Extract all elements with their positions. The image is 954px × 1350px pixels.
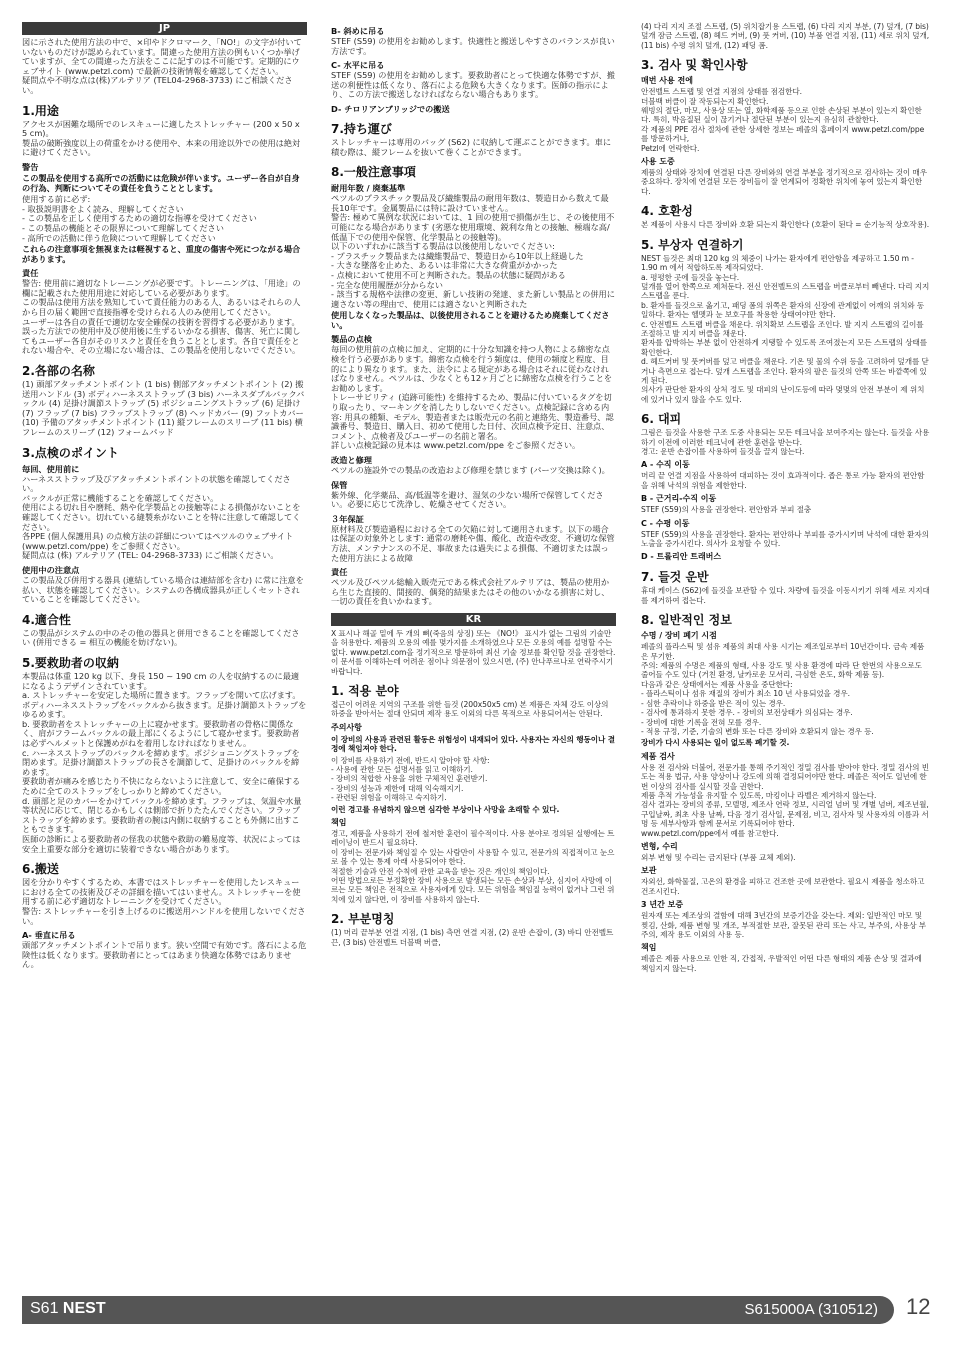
paragraph: STEF (S59) の使用をお勧めします。要救助者にとって快適な体勢ですが、搬送の利便性は低くなり、落石による危険も大きくなります。医師の指示により、この方法で搬送しなければならない場合もあります。 bbox=[331, 70, 615, 100]
subheading: 耐用年数 / 廃棄基準 bbox=[331, 183, 406, 194]
paragraph: ストレッチャーは専用のバッグ (S62) に収納して運ぶことができます。車に積む際は、縦フレームを抜いて巻くことができます。 bbox=[331, 136, 612, 157]
paragraph: 이 장비를 사용하기 전에, 반드시 알아야 할 사항: - 사용에 관한 모든 설명서를 읽고 이해하기. - 장비의 적합한 사용을 위한 구체적인 훈련받기. - 장비의 성능과 제한에 대해 익숙해지기. - 관련된 위험을 이해하고 숙지하기. bbox=[331, 755, 490, 803]
paragraph: 図を分かりやすくするため、本書ではストレッチャーを使用したレスキューにおける全ての技術及びその詳細を描いてはいません。ストレッチャーを使用する前に必ず適切なトレーニングを受けてください。 警告: ストレッチャーを引き上げるのに搬送用ハンドルを使用しないでください。 bbox=[22, 877, 306, 926]
subheading: 책임 bbox=[331, 818, 347, 828]
paragraph: 페졸의 플라스틱 및 섬유 제품의 최대 사용 시기는 제조일로부터 10년간이다. 금속 제품은 무기한. 주의: 제품의 수명은 제품의 형태, 사용 강도 및 사용 환경에 따라 단 한번의 사용으로도 줄어들 수도 있다 (거친 환경, 날카로운 모서리, 극심한 온도, 화학 제품 등). 다음과 같은 상태에서는 제품 사용을 중단한다: - 플라스틱이나 섬유 재질의 장비가 최소 10 년 사용되었을 경우. - 심한 추락이나 하중을 받은 적이 있는 경우. - 검사에 통과하지 못한 경우. - 장비의 보전상태가 의심되는 경우. - 장비에 대한 기록을 전혀 모를 경우. - 적용 규정, 기준, 기술의 변화 또는 다른 장비와 호환되지 않는 경우 등. bbox=[641, 642, 925, 736]
subheading: 사용 도중 bbox=[641, 157, 675, 167]
subheading: ３年保証 bbox=[331, 513, 364, 524]
jp-language-tag: JP bbox=[22, 22, 307, 35]
section-heading: 8.一般注意事項 bbox=[331, 165, 416, 180]
paragraph: 원자재 또는 제조상의 결함에 대해 3년간의 보증기간을 갖는다. 제외: 일반적인 마모 및 찢김, 산화, 제품 변형 및 개조, 부적절한 보관, 잘못된 관리 또는 사고, 부주의, 사용상 부주의, 제작 용도 이외의 사용 등. bbox=[641, 911, 927, 939]
warning-text: 이 장비의 사용과 관련된 활동은 위험성이 내재되어 있다. 사용자는 자신의 행동이나 결정에 책임져야 한다. bbox=[331, 734, 616, 754]
subheading: A - 수직 이동 bbox=[641, 460, 690, 470]
paragraph: 경고, 제품을 사용하기 전에 철저한 훈련이 필수적이다. 사용 분야로 정의된 실행에는 트레이닝이 반드시 필요하다. 이 장비는 전문가와 책임질 수 있는 사람만이 사용할 수 있고, 전문가의 직접적이고 눈으로 볼 수 있는 통제 아래 사용되어야 한다. 적절한 기술과 안전 수칙에 관한 교육을 받는 것은 개인의 책임이다. 어떤 방법으로든 부정확한 장비 사용으로 발생되는 모든 손상과 부상, 심지어 사망에 이르는 모든 책임은 전적으로 사용자에게 있다. 모든 위험을 책임질 능력이 없거나 그런 위치에 있지 않다면, 이 장비를 사용하지 않는다. bbox=[331, 829, 615, 904]
subheading: B - 근거리-수직 이동 bbox=[641, 494, 717, 504]
column-1 bbox=[22, 22, 307, 1292]
footer-bar bbox=[22, 1296, 894, 1324]
paragraph: アクセスが困難な場所でのレスキューに適したストレッチャー (200 x 50 x 5 cm)。 製品の破断強度以上の荷重をかける使用や、本来の用途以外での使用は絶対に避けてください。 bbox=[22, 118, 301, 158]
paragraph: この製品がシステムの中のその他の器具と併用できることを確認してください (併用できる = 相互の機能を妨げない)。 bbox=[22, 627, 300, 648]
subheading: D- チロリアンブリッジでの搬送 bbox=[331, 103, 450, 114]
paragraph: 사용 전 검사와 더불어, 전문가를 통해 주기적인 정밀 검사를 받아야 한다. 정밀 검사의 빈도는 적용 법규, 사용 양상이나 강도에 의해 결정되어야만 한다. 페졸은 적어도 일년에 한번 이상의 검사를 실시할 것을 권한다. 제품 추적 가능성을 유지할 수 있도록, 마킹이나 라벨은 제거하지 않는다. 검사 결과는 장비의 종류, 모델명, 제조사 연락 정보, 시리얼 넘버 및 개별 넘버, 제조년월, 구입날짜, 최초 사용 날짜, 다음 정기 검사일, 문제점, 비고, 검사자 및 사용자의 이름과 서명 등 세부사항과 함께 문서로 기록되어야 한다. www.petzl.com/ppe에서 예를 참고한다. bbox=[641, 762, 929, 838]
paragraph: ペツルのプラスチック製品及び繊維製品の耐用年数は、製造日から数えて最長10年です。金属製品には特に設けていません。 警告: 極めて異例な状況においては、1 回の使用で損傷が生じ、その後使用不可能になる場合があります (劣悪な使用環境、鋭利な角との接触、極端な高/低温下での使用や保管、化学製品との接触等)。 以下のいずれかに該当する製品は以後使用しないでください: - プラスチック製品または繊維製品で、製造日から10年以上経過した - 大きな墜落を止めた、あるいは非常に大きな荷重がかかった - 点検において使用不可と判断された。製品の状態に疑問がある - 完全な使用履歴が分からない - 該当する規格や法律の変更、新しい技術の発達、また新しい製品との併用に適さない等の理由で、使用には適さないと判断された bbox=[331, 193, 615, 309]
paragraph: 그림은 들것을 사용한 구조 도중 사용되는 모든 테크닉을 보여주지는 않는다. 들것을 사용하기 이전에 이러한 테크닉에 관한 훈련을 받는다. 경고: 운반 손잡이를 사용하여 들것을 끌지 않는다. bbox=[641, 428, 930, 456]
kr-blocks bbox=[331, 629, 616, 947]
column-2 bbox=[331, 22, 616, 1292]
subheading: C - 수평 이동 bbox=[641, 518, 690, 528]
subheading: 매번 사용 전에 bbox=[641, 76, 693, 86]
subheading: D - 트롤리안 트래버스 bbox=[641, 552, 722, 562]
paragraph: 안전벨트 스트랩 및 연결 지점의 상태를 점검한다. 더블백 버클이 잘 작동되는지 확인한다. 웨빙의 절단, 마모, 사용상 또는 열, 화학제품 등으로 인한 손상된 부분이 있는지 확인한다. 특히, 박음질된 실이 끊기거나 절단된 부분이 있는지 유심히 관찰한다. 각 제품의 PPE 검사 절차에 관한 상세한 정보는 페졸의 홈페이지 www.petzl.com/ppe를 방문하거나, Petzl에 연락한다. bbox=[641, 87, 925, 153]
warning-text: 장비가 다시 사용되는 일이 없도록 폐기할 것. bbox=[641, 738, 790, 748]
paragraph: 머리 끝 연결 지점을 사용하여 대피하는 것이 효과적이다. 좁은 통로 가능 환자의 편안함을 위해 낙석의 위험을 제한한다. bbox=[641, 471, 925, 490]
product-model: S61 bbox=[30, 1300, 59, 1317]
paragraph: 본 제품이 사용시 다른 장비와 호환 되는지 확인한다 (호환이 된다 = 순기능적 상호작용). bbox=[641, 220, 930, 230]
warning-text: この製品を使用する高所での活動には危険が伴います。ユーザー各自が自身の行為、判断についてその責任を負うこととします。 bbox=[22, 172, 300, 193]
subheading: B- 斜めに吊る bbox=[331, 26, 385, 36]
paragraph: STEF (S59) の使用をお勧めします。快適性と搬送しやすさのバランスが良い方法です。 bbox=[331, 36, 615, 56]
paragraph: 제품의 상태와 장치에 연결된 다른 장비와의 연결 부분을 정기적으로 검사하는 것이 매우 중요하다. 장치에 연결된 모든 장비들이 잘 연계되어 정확한 위치에 놓여 있는지 확인한다. bbox=[641, 168, 930, 196]
warning-text: これらの注意事項を無視または軽視すると、重度の傷害や死につながる場合があります。 bbox=[22, 244, 301, 264]
paragraph: X 표시나 해골 밑에 두 개의 뼈(죽음의 상징) 또는 《NO!》 표시가 없는 그림의 기술만을 허용한다. 제품의 오용의 예를 몇가지를 소개하였으나 모든 오용의 예를 설명할 수는 없다. www.petzl.com을 정기적으로 방문하여 최신 기술 정보를 확인할 것을 권장한다. 이 문서를 이해하는데 어려운 점이나 의문점이 있으시면, (주) 안나푸르나로 연락주시기 바랍니다. bbox=[331, 628, 616, 676]
paragraph: ペツルの施設外での製品の改造および修理を禁じます (パーツ交換は除く)。 bbox=[331, 465, 610, 475]
paragraph: 외부 변형 및 수리는 금지된다 (부품 교체 제외). bbox=[641, 852, 796, 862]
kr-section bbox=[331, 613, 616, 947]
paragraph: (1) 頭部アタッチメントポイント (1 bis) 側部アタッチメントポイント (2) 搬送用ハンドル (3) ボディハーネスストラップ (3 bis) ハーネスダブルバックバックル (4) 足掛け調節ストラップ (5) ポジショニングストラップ (6) 足掛け (7) フラップ (7 bis) フラップストラップ (8) ヘッドカバー (9) フットカバー (10) 予備のアタッチメントポイント (11) 縦フレームのスリーブ (11 bis) 横フレームのスリーブ (12) フォームパッド bbox=[22, 379, 307, 437]
product-title bbox=[30, 1300, 106, 1318]
section-heading: 7.持ち運び bbox=[331, 121, 392, 136]
subheading: 製品の点検 bbox=[331, 334, 372, 345]
section-heading: 2. 부분명칭 bbox=[331, 912, 395, 927]
section-heading: 1. 적용 분야 bbox=[331, 683, 399, 698]
section-heading: 5. 부상자 연결하기 bbox=[641, 237, 744, 252]
jp-section bbox=[22, 38, 307, 970]
warning-text: 이런 경고를 유념하지 않으면 심각한 부상이나 사망을 초래할 수 있다. bbox=[331, 804, 560, 814]
paragraph: 페졸은 제품 사용으로 인한 직, 간접적, 우발적인 어떤 다른 형태의 제품 손상 및 결과에 책임지지 않는다. bbox=[641, 954, 925, 973]
subheading: 責任 bbox=[331, 567, 348, 578]
subheading: 책임 bbox=[641, 943, 657, 953]
kr-language-tag: KR bbox=[331, 613, 616, 626]
subheading: 3 년간 보증 bbox=[641, 900, 684, 910]
paragraph: 原材料及び製造過程における全ての欠陥に対して適用されます。以下の場合は保証の対象外とします: 通常の磨耗や傷、酸化、改造や改変、不適切な保管方法、メンテナンスの不足、事故または過失による損傷、不適切または誤った使用方法による故障 bbox=[331, 523, 615, 563]
subheading: A- 垂直に吊る bbox=[22, 930, 76, 941]
paragraph: STEF (S59)의 사용을 권장한다. 편안함과 부피 절충 bbox=[641, 505, 812, 515]
paragraph: ハーネスストラップ及びアタッチメントポイントの状態を確認してください。 バックルが正常に機能することを確認してください。 使用による切れ目や磨耗、熱や化学製品との接触等による損傷がないことを確認してください。切れている縫製糸がないことを特に注意して確認してください。 各PPE (個人保護用具) の点検方法の詳細についてはペツルのウェブサイト (www.petzl.com/ppe) をご参照ください。 疑問点は (株) アルテリア (TEL: 04-2968-3733) にご相談ください。 bbox=[22, 473, 301, 561]
subheading: 변형, 수리 bbox=[641, 841, 678, 851]
paragraph: 図に示された使用方法の中で、×印やドクロマーク、「NO!」の文字が付いていないものだけが認められています。間違った使用方法の例もいくつか挙げていますが、全ての間違った方法をここに記すのは不可能です。定期的にウェブサイト (www.petzl.com) で最新の技術情報を確認してください。 疑問点や不明な点は(株)アルテリア (TEL04-2968-3733) にご相談ください。 bbox=[22, 37, 302, 95]
page-number: 12 bbox=[906, 1294, 931, 1319]
paragraph: NEST 들것은 최대 120 kg 의 체중이 나가는 환자에게 편안함을 제공하고 1.50 m - 1.90 m 에서 적합하도록 제작되었다. a. 평평한 곳에 들것을 놓는다. 덮개를 열어 한쪽으로 제쳐둔다. 전신 안전벨트의 스트랩을 버클로부터 빼낸다. 다리 지지 스트랩을 푼다. b. 환자를 들것으로 옮기고, 패딩 폼의 위쪽은 환자의 신장에 관계없이 어깨의 위치와 동일하다. 환자는 헬멧과 눈 보호구를 착용한 상태여야만 한다. c. 안전벨트 스트랩 버클을 채운다. 위치확보 스트랩을 조인다. 발 지지 스트랩의 길이를 조절하고 발 지지 버클을 채운다. 환자를 압박하는 부분 없이 안전하게 지탱할 수 있도록 조여졌는지 모든 스트랩의 상태를 확인한다. d. 헤드커버 및 풋커버를 덮고 버클을 채운다. 기온 및 물의 수위 등을 고려하여 덮개를 닫거나 측면으로 접는다. 덮개 스트랩을 조인다. 환자의 팔은 들것의 안쪽 또는 바깥쪽에 있게 된다. 의사가 판단한 환자의 상처 정도 및 대피의 난이도등에 따라 몇몇의 안전 부분이 제 위치에 있거나 있지 않을 수도 있다. bbox=[641, 253, 930, 404]
section-heading: 5.要救助者の収納 bbox=[22, 655, 119, 670]
section-heading: 1.用途 bbox=[22, 103, 59, 118]
section-heading: 2.各部の名称 bbox=[22, 364, 95, 379]
paragraph: STEF (S59)의 사용을 권장한다. 환자는 편안하나 부피를 증가시키며 낙석에 대한 환자의 노출을 증가시킨다. 의사가 요청할 수 있다. bbox=[641, 529, 932, 549]
paragraph: 本製品は体重 120 kg 以下、身長 150 ~ 190 cm の人を収納するのに最適になるようデザインされています。 a. ストレッチャーを安定した場所に置きます。フラップを開いて広げます。ボディハーネスストラップをバックルから抜きます。足掛け調節ストラップをゆるめます。 b. 要救助者をストレッチャーの上に寝かせます。要救助者の骨格に関係なく、肩がフラームバックルの最上部にくるようにして寝かせます。要救助者は必ずヘルメットと保護めがねを着用しなければなりません。 c. ハーネスストラップのバックルを締めます。ポジショニングストラップを閉めます。足掛け調節ストラップの長さを調節して、足掛けのバックルを締めます。 要救助者が痛みを感じたり不快にならないように注意して、安全に確保するために全てのストラップをしっかりと締めてください。 d. 頭部と足のカバーをかけてバックルを締めます。フラップは、気温や水量等状況に応じて、閉じるかもしくは側部で折りたたんでください。フラップストラップを締めます。要救助者の腕は内側に収納することも外側に出すこともできます。 医師の診断による要救助者の怪我の状態や救助の難易度等、状況によっては安全上重要な部分を適切に装着できない場合があります。 bbox=[22, 670, 307, 854]
paragraph: (4) 다리 지지 조절 스트랩, (5) 위치잡기용 스트랩, (6) 다리 지지 부분, (7) 덮개, (7 bis) 덮개 잠금 스트랩, (8) 헤드 커버, (9) 풋 커버, (10) 부품 연결 지점, (11) 세로 위치 덮개, (11 bis) 수평 위치 덮개, (12) 패딩 폼. bbox=[641, 22, 932, 50]
paragraph: 紫外線、化学薬品、高/低温等を避け、湿気の少ない場所で保管してください。必要に応じて洗浄し、乾燥させてください。 bbox=[331, 489, 604, 510]
section-heading: 3.点検のポイント bbox=[22, 445, 119, 460]
subheading: 보관 bbox=[641, 866, 657, 876]
section-heading: 8. 일반적인 정보 bbox=[641, 613, 732, 628]
subheading: 保管 bbox=[331, 479, 348, 490]
subheading: C- 水平に吊る bbox=[331, 60, 385, 71]
subheading: 毎回、使用前に bbox=[22, 463, 80, 474]
subheading: 수명 / 장비 폐기 시점 bbox=[641, 631, 717, 641]
paragraph: 警告: 使用前に適切なトレーニングが必要です。トレーニングは、「用途」の欄に記載された使用用途に対応している必要があります。 この製品は使用方法を熟知していて責任能力のある人、あるいはそれらの人から目の届く範囲で直接指導を受けられる人のみ使用してください。 ユーザーは各自の責任で適切な安全確保の技術を習得する必要があります。 誤った方法での使用中及び使用後に生ずるいかなる損害、傷害、死亡に関してもユーザー各自がそのリスクと責任を負うこととします。各自で責任をとれない場合や、その立場にない場合は、この製品を使用しないでください。 bbox=[22, 278, 301, 356]
document-reference: S615000A (310512) bbox=[744, 1301, 878, 1318]
subheading: 주의사항 bbox=[331, 722, 362, 732]
subheading: 제품 검사 bbox=[641, 751, 675, 761]
subheading: 警告 bbox=[22, 161, 39, 172]
subheading: 責任 bbox=[22, 268, 39, 279]
column-3 bbox=[641, 22, 931, 1292]
paragraph: 使用する前に必ず: - 取扱説明書をよく読み、理解してください - この製品を正しく使用するための適切な指導を受けてください - この製品の機能とその限界について理解してください - 高所での活動に伴う危険について理解してください bbox=[22, 194, 257, 243]
warning-text: 使用しなくなった製品は、以後使用されることを避けるため廃棄してください。 bbox=[331, 310, 610, 330]
subheading: 使用中の注意点 bbox=[22, 564, 80, 575]
section-heading: 4. 호환성 bbox=[641, 204, 693, 219]
paragraph: 접근이 어려운 지역의 구조를 위한 들것 (200x50x5 cm) 본 제품은 자체 강도 이상의 하중을 받아서는 절대 안되며 제작 용도 이외의 다른 목적으로 사용되어서는 안된다. bbox=[331, 699, 611, 719]
subheading: 改造と修理 bbox=[331, 455, 372, 465]
jp-section-continued bbox=[331, 26, 616, 607]
section-heading: 3. 검사 및 확인사항 bbox=[641, 58, 748, 73]
paragraph: この製品及び併用する器具 (連結している場合は連結部を含む) に常に注意を払い、状態を確認してください。システムの各構成器具が正しくセットされていることを確認してください。 bbox=[22, 574, 304, 605]
product-name: NEST bbox=[62, 1300, 106, 1317]
kr-section-continued bbox=[641, 22, 931, 973]
paragraph: 頭部アタッチメントポイントで吊ります。狭い空間で有効です。落石による危険性は低くなります。要救助者にとってはあまり快適な体勢ではありません。 bbox=[22, 940, 307, 970]
section-heading: 6. 대피 bbox=[641, 412, 682, 427]
section-heading: 7. 들것 운반 bbox=[641, 570, 709, 585]
paragraph: 자외선, 화학물질, 고온의 환경을 피하고 건조한 곳에 보관한다. 필요시 제품을 청소하고 건조시킨다. bbox=[641, 877, 927, 896]
paragraph: ペツル及びペツル総輸入販売元である株式会社アルテリアは、製品の使用から生じた直接的、間接的、偶発的結果またはその他のいかなる損害に対し、一切の責任を負いかねます。 bbox=[331, 577, 610, 607]
paragraph: 毎回の使用前の点検に加え、定期的に十分な知識を持つ人物による綿密な点検を行う必要があります。綿密な点検を行う頻度は、使用の頻度と程度、目的により異なります。また、法令による規定がある場合はそれに従わなければなりません。ペツルは、少なくとも12ヶ月ごとに綿密な点検を行うことをお勧めします。 トレーサビリティ (追跡可能性) を維持するため、製品に付いているタグを切り取ったり、マーキングを消したりしないでください。点検記録に含める内容: 用具の種類、モデル、製造者または販売元の名前と連絡先、製造番号、認識番号、製造日、購入日、初めて使用した日付、次回点検予定日、注意点、コメント、点検者及びユーザーの名前と署名。 詳しい点検記録の見本は www.petzl.com/ppe をご参照ください。 bbox=[331, 344, 614, 451]
paragraph: (1) 머리 끝부분 연결 지점, (1 bis) 측면 연결 지점, (2) 운반 손잡이, (3) 바디 안전벨트 끈, (3 bis) 안전벨트 더블백 버클, bbox=[331, 928, 616, 947]
section-heading: 4.適合性 bbox=[22, 612, 71, 627]
section-heading: 6.搬送 bbox=[22, 862, 59, 877]
paragraph: 휴대 케이스 (S62)에 들것을 보관할 수 있다. 차량에 들것을 이동시키기 위해 세로 지지대를 제거하여 접는다. bbox=[641, 586, 930, 605]
